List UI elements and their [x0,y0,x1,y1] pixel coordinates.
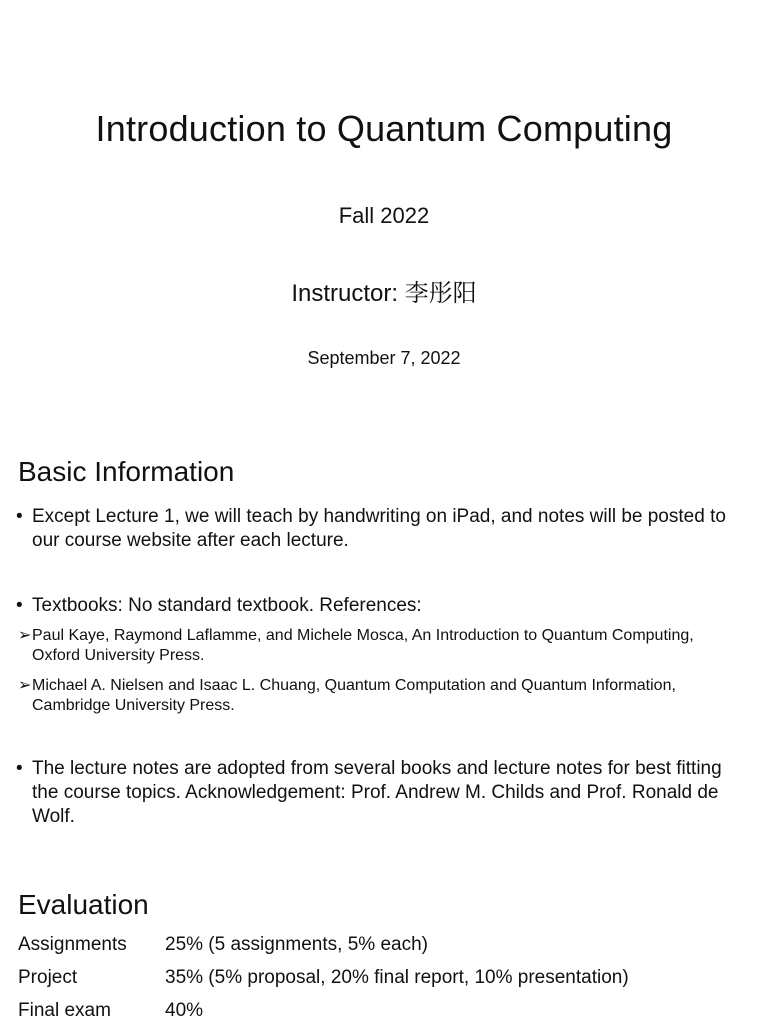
reference-text: Michael A. Nielsen and Isaac L. Chuang, Quantum Computation and Quantum Information, Cambridge University Press. [32,677,676,714]
evaluation-weight: 25% (5 assignments, 5% each) [165,934,428,955]
evaluation-weight: 35% (5% proposal, 20% final report, 10% presentation) [165,967,629,988]
instructor-line: Instructor: 李彤阳 [291,280,477,307]
evaluation-item: Project [18,967,78,988]
evaluation-weight: 40% [165,1000,204,1021]
bullet-text: The lecture notes are adopted from several books and lecture notes for best fitting the course topics. Acknowledgement: Prof. Andrew M. Childs and Prof. Ronald de Wolf. [32,758,722,827]
evaluation-item: Assignments [18,934,127,955]
bullet-item-textbooks [16,594,732,618]
basic-information-heading: Basic Information [18,456,235,487]
course-title: Introduction to Quantum Computing [95,108,673,149]
reference-item [18,626,722,666]
reference-item [18,676,722,716]
bullet-text: Except Lecture 1, we will teach by handwriting on iPad, and notes will be posted to our course website after each lecture. [32,506,726,551]
bullet-item-lecture-notes [16,757,732,829]
bullet-item-lecture-format [16,505,732,553]
bullet-text: Textbooks: No standard textbook. References: [32,595,422,616]
evaluation-row [18,996,629,1029]
arrow-bullet-icon: ➢ [18,627,32,644]
arrow-bullet-icon: ➢ [18,677,32,694]
evaluation-row [18,930,629,963]
bullet-dot-icon: • [16,506,23,527]
evaluation-row [18,963,629,996]
lecture-date: September 7, 2022 [307,348,461,368]
evaluation-item: Final exam [18,1000,111,1021]
evaluation-heading: Evaluation [18,889,149,920]
course-term: Fall 2022 [338,203,430,228]
evaluation-table [18,930,629,1029]
bullet-dot-icon: • [16,595,23,616]
reference-text: Paul Kaye, Raymond Laflamme, and Michele Mosca, An Introduction to Quantum Computing, Oxford University Press. [32,627,694,664]
bullet-dot-icon: • [16,758,23,779]
